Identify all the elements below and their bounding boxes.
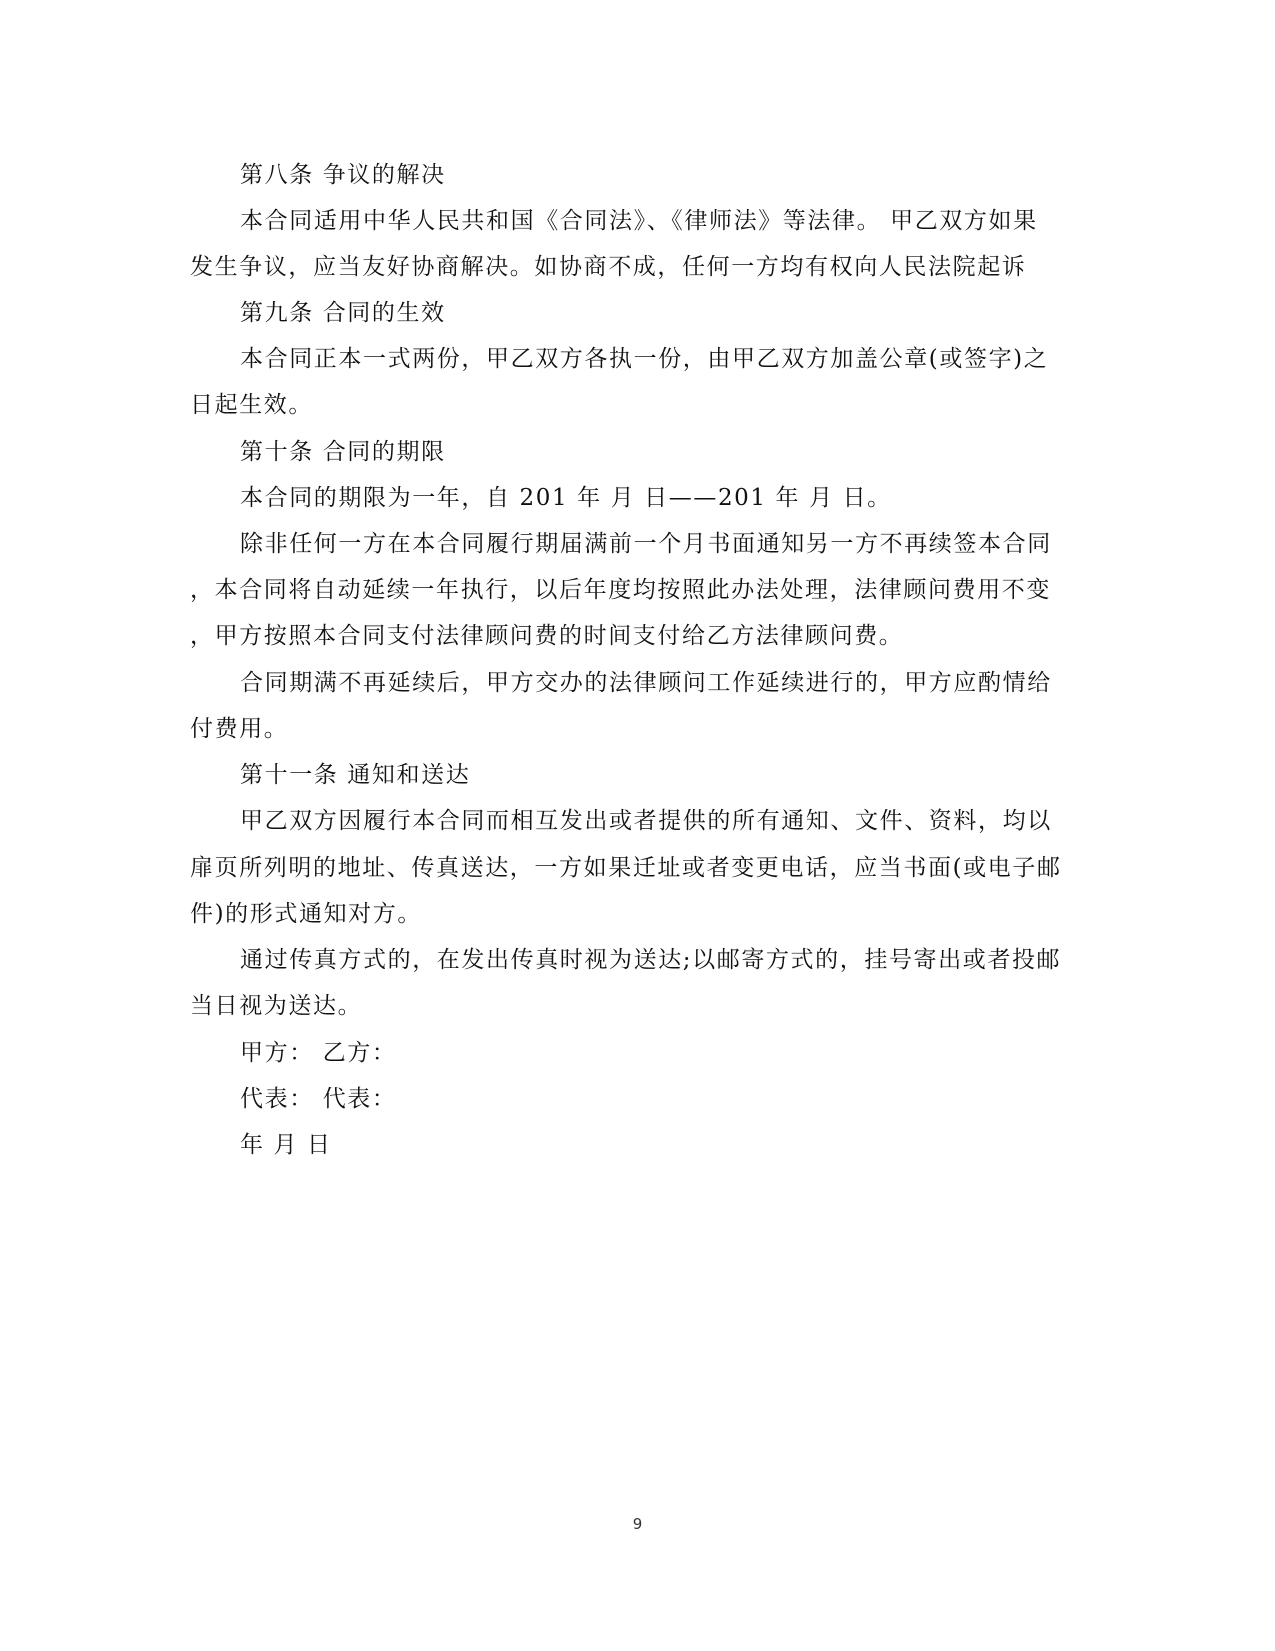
paragraph-line: 付费用。	[190, 716, 289, 742]
paragraph-line: ，甲方按照本合同支付法律顾问费的时间支付给乙方法律顾问费。	[190, 623, 904, 649]
signature-party-line: 甲方： 乙方：	[240, 1040, 397, 1066]
section-10-heading: 第十条 合同的期限	[240, 439, 446, 465]
paragraph-line: 通过传真方式的，在发出传真时视为送达;以邮寄方式的，挂号寄出或者投邮	[240, 947, 1062, 973]
paragraph-line: 除非任何一方在本合同履行期届满前一个月书面通知另一方不再续签本合同	[240, 531, 1052, 557]
page-number: 9	[632, 1515, 643, 1533]
paragraph-line: 本合同的期限为一年，自 201 年 月 日——201 年 月 日。	[240, 485, 892, 511]
paragraph-line: ，本合同将自动延续一年执行，以后年度均按照此办法处理，法律顾问费用不变	[190, 577, 1051, 603]
paragraph-line: 日起生效。	[190, 392, 313, 418]
signature-representative-line: 代表： 代表：	[240, 1086, 397, 1112]
section-8-heading: 第八条 争议的解决	[240, 162, 446, 188]
paragraph-line: 件)的形式通知对方。	[190, 901, 422, 927]
paragraph-line: 合同期满不再延续后，甲方交办的法律顾问工作延续进行的，甲方应酌情给	[240, 670, 1052, 696]
paragraph-line: 本合同正本一式两份，甲乙双方各执一份，由甲乙双方加盖公章(或签字)之	[240, 346, 1049, 372]
paragraph-line: 当日视为送达。	[190, 993, 363, 1019]
section-11-heading: 第十一条 通知和送达	[240, 762, 471, 788]
paragraph-line: 扉页所列明的地址、传真送达，一方如果迁址或者变更电话，应当书面(或电子邮	[190, 855, 1062, 881]
paragraph-line: 甲乙双方因履行本合同而相互发出或者提供的所有通知、文件、资料，均以	[240, 808, 1052, 834]
section-9-heading: 第九条 合同的生效	[240, 300, 446, 326]
signature-date-line: 年 月 日	[240, 1132, 332, 1158]
paragraph-line: 发生争议，应当友好协商解决。如协商不成，任何一方均有权向人民法院起诉	[190, 254, 1027, 280]
paragraph-line: 本合同适用中华人民共和国《合同法》、《律师法》等法律。 甲乙双方如果	[240, 208, 1038, 234]
